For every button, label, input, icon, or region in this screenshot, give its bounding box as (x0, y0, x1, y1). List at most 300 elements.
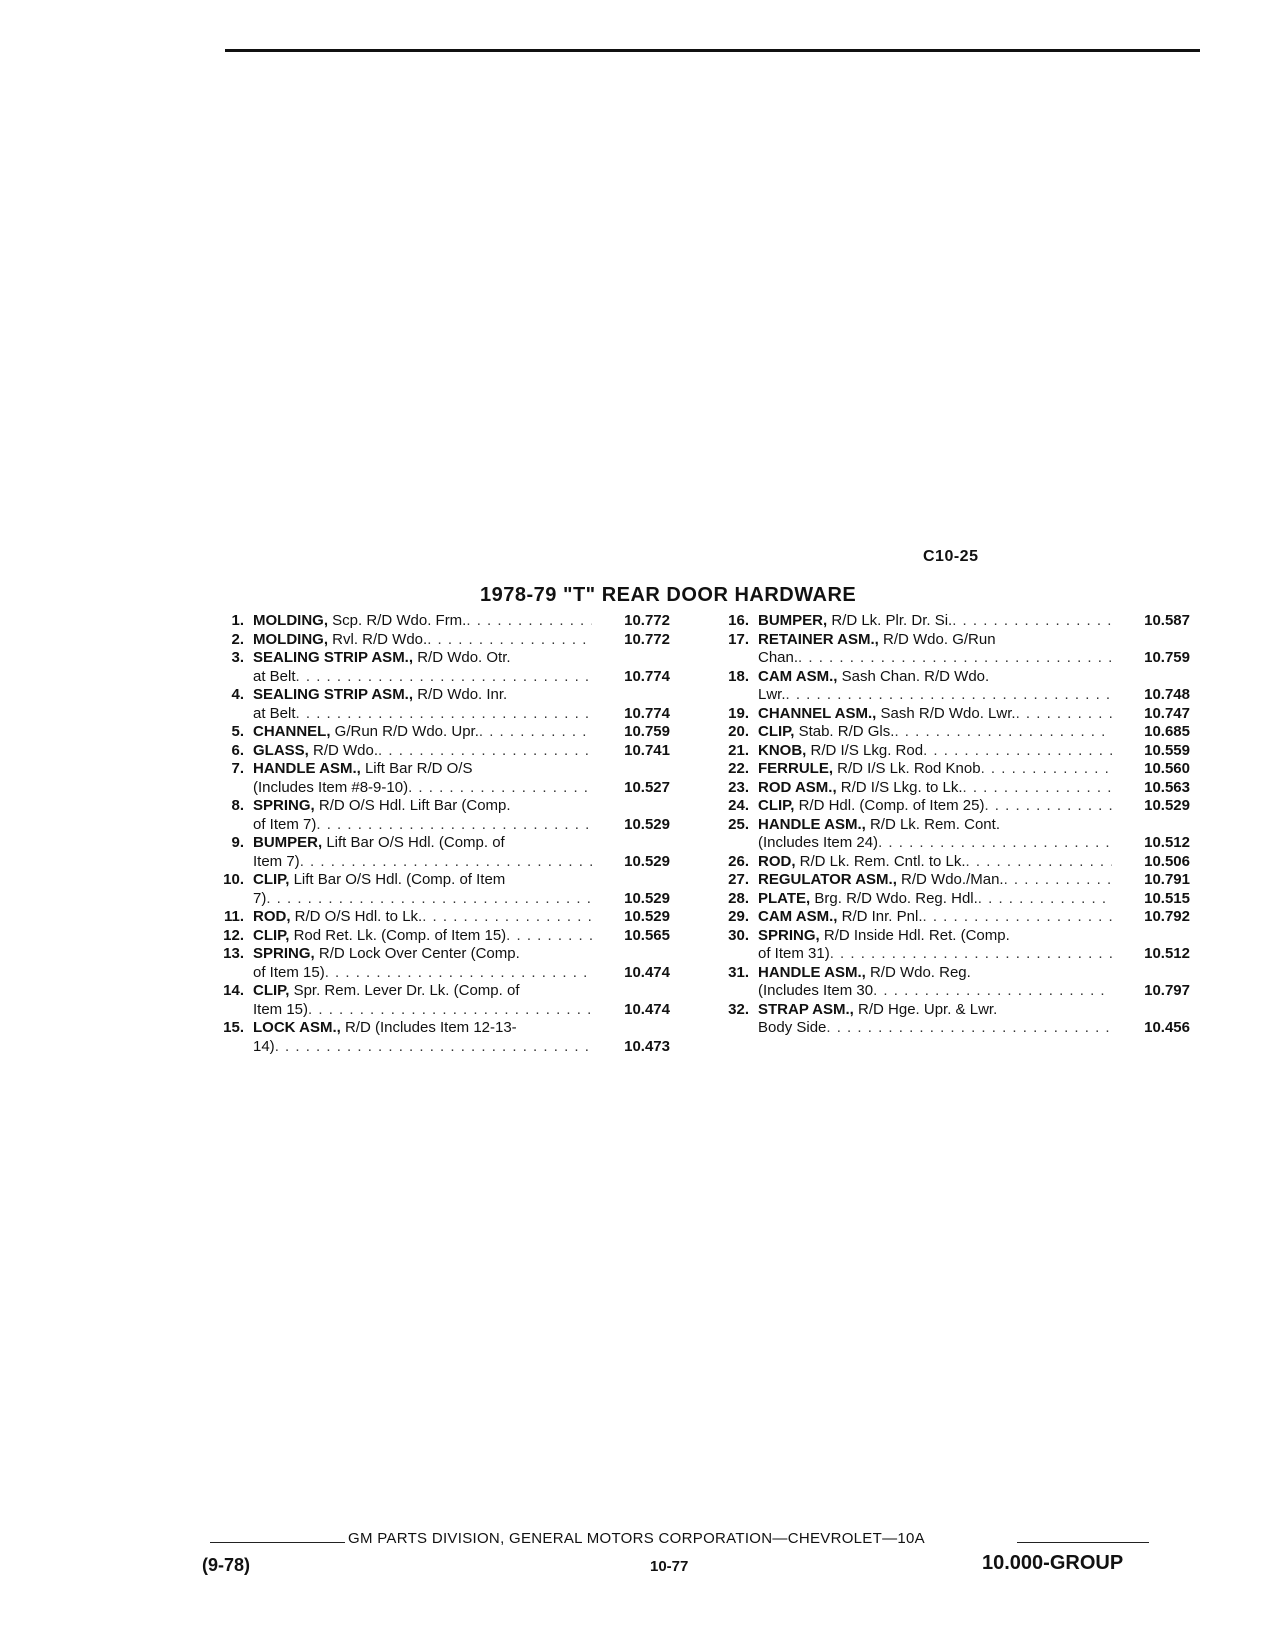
description-line (758, 964, 1190, 983)
part-detail: (Includes Item 24) (758, 834, 879, 851)
part-item (200, 982, 670, 1019)
part-name: MOLDING, (253, 630, 328, 648)
dot-leader (275, 1038, 592, 1057)
part-detail: R/D Lk. Rem. Cntl. to Lk. (795, 852, 966, 870)
description-line (758, 705, 1190, 724)
part-detail: 14) (253, 1037, 275, 1055)
group-code: 10.515 (1144, 889, 1190, 907)
part-item (200, 871, 670, 908)
item-description (253, 982, 670, 1019)
group-code: 10.792 (1144, 908, 1190, 925)
part-name: KNOB, (758, 741, 807, 759)
dot-leader (984, 797, 1112, 816)
part-detail: of Item 31) (758, 945, 830, 962)
item-number: 19. (728, 704, 749, 722)
part-detail: R/D I/S Lkg. Rod (806, 741, 924, 759)
item-description (758, 742, 1190, 761)
item-description (253, 612, 670, 631)
item-number: 20. (728, 723, 749, 740)
description-text (758, 964, 971, 983)
item-number: 7. (231, 760, 244, 777)
item-number: 6. (231, 741, 244, 759)
group-code: 10.563 (1144, 778, 1190, 796)
description-text (758, 927, 1010, 946)
part-detail: (Includes Item #8-9-10) (253, 778, 409, 796)
part-detail: Body Side (758, 1019, 827, 1036)
description-text (758, 797, 984, 816)
group-code: 10.529 (624, 908, 670, 925)
part-name: SEALING STRIP ASM., (253, 649, 414, 666)
part-item (200, 1019, 670, 1056)
part-name: FERRULE, (758, 760, 833, 777)
item-description (253, 760, 670, 797)
group-code: 10.587 (1144, 612, 1190, 629)
description-text (253, 982, 519, 1001)
part-name: ROD ASM., (758, 778, 837, 796)
description-line (253, 779, 670, 798)
part-item (200, 742, 670, 761)
dot-leader (422, 908, 592, 927)
group-code: 10.772 (624, 630, 670, 648)
dot-leader (427, 631, 592, 650)
description-line (253, 705, 670, 724)
part-name: MOLDING, (253, 612, 328, 629)
description-line (758, 649, 1190, 668)
dot-leader (873, 982, 1112, 1001)
dot-leader (479, 723, 592, 742)
description-text (253, 612, 466, 631)
item-description (253, 927, 670, 946)
part-detail: R/D Lock Over Center (Comp. (314, 945, 520, 962)
footer-corporation: GM PARTS DIVISION, GENERAL MOTORS CORPORATION—CHEVROLET—10A (348, 1530, 925, 1547)
group-code: 10.774 (624, 667, 670, 685)
dot-leader (978, 890, 1112, 909)
description-text (253, 779, 408, 798)
description-line (758, 797, 1190, 816)
part-item (705, 908, 1190, 927)
part-item (200, 927, 670, 946)
item-number: 25. (728, 815, 749, 833)
item-number: 29. (728, 908, 749, 925)
description-line (253, 649, 670, 668)
group-code: 10.772 (624, 612, 670, 629)
group-code: 10.565 (624, 926, 670, 944)
description-line (253, 834, 670, 853)
part-detail: Lwr. (758, 686, 786, 703)
description-line (253, 1038, 670, 1057)
description-line (253, 1019, 670, 1038)
description-text (758, 834, 878, 853)
description-text (253, 927, 506, 946)
part-name: CLIP, (758, 723, 795, 740)
description-line (253, 686, 670, 705)
item-number: 4. (231, 686, 244, 703)
part-detail: 7) (253, 889, 267, 907)
item-description (758, 797, 1190, 816)
part-item (200, 686, 670, 723)
item-number: 14. (223, 982, 244, 999)
item-number: 9. (231, 834, 244, 851)
item-number: 16. (728, 612, 749, 629)
group-code: 10.741 (624, 741, 670, 759)
group-code: 10.529 (624, 815, 670, 833)
part-item (200, 908, 670, 927)
item-number: 12. (223, 926, 244, 944)
dot-leader (894, 723, 1112, 742)
description-line (253, 927, 670, 946)
part-detail: Lift Bar O/S Hdl. (Comp. of Item (289, 871, 506, 888)
description-text (253, 834, 505, 853)
part-detail: R/D Lk. Plr. Dr. Si. (827, 612, 953, 629)
dot-leader (378, 742, 592, 761)
description-line (253, 890, 670, 909)
part-detail: R/D Hge. Upr. & Lwr. (853, 1000, 998, 1018)
dot-leader (300, 853, 592, 872)
group-code: 10.685 (1144, 723, 1190, 740)
group-code: 10.473 (624, 1037, 670, 1055)
description-line (253, 1001, 670, 1020)
item-description (253, 742, 670, 761)
part-name: SPRING, (253, 797, 315, 814)
item-number: 11. (223, 908, 244, 925)
part-detail: R/D Wdo. Reg. (865, 963, 971, 981)
description-line (253, 908, 670, 927)
part-name: BUMPER, (758, 612, 828, 629)
item-description (758, 723, 1190, 742)
item-number: 21. (728, 741, 749, 759)
dot-leader (830, 945, 1112, 964)
group-code: 10.474 (624, 963, 670, 981)
group-code: 10.506 (1144, 852, 1190, 870)
dot-leader (325, 964, 592, 983)
description-line (253, 982, 670, 1001)
dot-leader (923, 742, 1112, 761)
part-item (200, 945, 670, 982)
part-detail: of Item 15) (253, 963, 325, 981)
item-number: 31. (728, 963, 749, 981)
part-detail: R/D Wdo. Inr. (413, 686, 508, 703)
part-name: STRAP ASM., (758, 1000, 854, 1018)
item-number: 23. (728, 778, 749, 796)
part-item (705, 964, 1190, 1001)
description-line (253, 668, 670, 687)
part-name: CLIP, (253, 982, 290, 999)
description-text (253, 890, 266, 909)
part-detail: R/D I/S Lkg. to Lk. (836, 778, 963, 796)
part-detail: R/D I/S Lk. Rod Knob (833, 760, 981, 777)
description-text (253, 871, 505, 890)
dot-leader (798, 649, 1112, 668)
item-description (253, 834, 670, 871)
description-text (758, 816, 1000, 835)
description-line (758, 686, 1190, 705)
part-name: SEALING STRIP ASM., (253, 686, 414, 703)
group-code: 10.474 (624, 1000, 670, 1018)
part-item (705, 890, 1190, 909)
description-text (758, 779, 963, 798)
part-detail: R/D O/S Hdl. Lift Bar (Comp. (314, 797, 511, 814)
description-text (253, 760, 472, 779)
part-item (705, 816, 1190, 853)
description-text (758, 631, 996, 650)
part-item (705, 668, 1190, 705)
description-line (253, 945, 670, 964)
description-text (758, 723, 894, 742)
footer-group: 10.000-GROUP (982, 1552, 1124, 1574)
description-text (253, 668, 296, 687)
dot-leader (466, 612, 592, 631)
item-description (758, 908, 1190, 927)
part-item (705, 1001, 1190, 1038)
dot-leader (308, 1001, 592, 1020)
description-line (253, 612, 670, 631)
description-line (758, 834, 1190, 853)
part-detail: Sash Chan. R/D Wdo. (837, 667, 990, 685)
group-code: 10.529 (624, 889, 670, 907)
part-detail: at Belt (253, 704, 296, 722)
item-description (253, 945, 670, 982)
group-code: 10.559 (1144, 741, 1190, 759)
dot-leader (266, 890, 592, 909)
part-name: CAM ASM., (758, 908, 838, 925)
description-line (253, 816, 670, 835)
item-number: 28. (728, 889, 749, 907)
description-line (758, 631, 1190, 650)
item-number: 3. (231, 649, 244, 666)
page-title: 1978-79 "T" REAR DOOR HARDWARE (480, 584, 857, 606)
description-text (758, 742, 923, 761)
description-text (253, 1038, 275, 1057)
description-line (758, 742, 1190, 761)
description-text (253, 631, 427, 650)
part-detail: (Includes Item 30 (758, 982, 874, 999)
part-name: CLIP, (253, 926, 290, 944)
description-line (253, 631, 670, 650)
part-detail: Spr. Rem. Lever Dr. Lk. (Comp. of (289, 982, 520, 999)
part-detail: Item 15) (253, 1000, 309, 1018)
part-item (705, 631, 1190, 668)
dot-leader (952, 612, 1112, 631)
top-rule (225, 49, 1200, 52)
item-description (758, 760, 1190, 779)
item-description (758, 612, 1190, 631)
part-detail: Sash R/D Wdo. Lwr. (876, 704, 1016, 722)
parts-list-left (200, 612, 670, 1056)
part-detail: R/D Inside Hdl. Ret. (Comp. (819, 926, 1010, 944)
dot-leader (826, 1019, 1112, 1038)
part-detail: G/Run R/D Wdo. Upr. (330, 723, 479, 740)
description-text (758, 871, 1004, 890)
part-name: CHANNEL, (253, 723, 331, 740)
group-code: 10.774 (624, 704, 670, 722)
description-text (758, 612, 952, 631)
item-description (758, 1001, 1190, 1038)
description-line (758, 945, 1190, 964)
part-item (705, 760, 1190, 779)
dot-leader (408, 779, 592, 798)
item-number: 15. (223, 1019, 244, 1036)
description-line (758, 1001, 1190, 1020)
description-line (758, 871, 1190, 890)
item-description (758, 779, 1190, 798)
description-text (758, 945, 830, 964)
description-text (253, 1019, 517, 1038)
dot-leader (963, 779, 1112, 798)
part-item (705, 871, 1190, 890)
item-number: 24. (728, 797, 749, 814)
dot-leader (966, 853, 1112, 872)
item-number: 5. (231, 723, 244, 740)
description-text (758, 668, 989, 687)
description-text (758, 649, 798, 668)
group-code: 10.529 (624, 852, 670, 870)
item-description (758, 705, 1190, 724)
item-description (253, 649, 670, 686)
part-name: CHANNEL ASM., (758, 704, 877, 722)
description-line (758, 908, 1190, 927)
description-text (758, 686, 786, 705)
dot-leader (922, 908, 1112, 927)
dot-leader (1004, 871, 1112, 890)
part-name: HANDLE ASM., (758, 963, 866, 981)
group-code: 10.512 (1144, 834, 1190, 851)
item-description (758, 927, 1190, 964)
item-number: 27. (728, 871, 749, 888)
part-item (705, 853, 1190, 872)
item-number: 2. (231, 630, 244, 648)
part-detail: of Item 7) (253, 815, 317, 833)
part-detail: Rod Ret. Lk. (Comp. of Item 15) (289, 926, 507, 944)
part-item (705, 797, 1190, 816)
part-name: CLIP, (758, 797, 795, 814)
part-detail: Lift Bar O/S Hdl. (Comp. of (322, 834, 505, 851)
description-line (758, 760, 1190, 779)
part-item (200, 612, 670, 631)
description-text (758, 890, 978, 909)
item-description (758, 668, 1190, 705)
dot-leader (296, 705, 592, 724)
group-code: 10.797 (1144, 982, 1190, 999)
description-line (758, 816, 1190, 835)
item-description (758, 631, 1190, 668)
part-name: HANDLE ASM., (758, 815, 866, 833)
description-text (253, 649, 511, 668)
group-code: 10.791 (1144, 871, 1190, 888)
item-description (758, 890, 1190, 909)
description-text (253, 705, 296, 724)
part-name: SPRING, (253, 945, 315, 962)
description-line (253, 742, 670, 761)
part-name: ROD, (758, 852, 796, 870)
part-detail: Stab. R/D Gls. (794, 723, 895, 740)
description-text (253, 723, 479, 742)
item-number: 17. (728, 630, 749, 648)
description-text (758, 705, 1016, 724)
part-detail: R/D Wdo. (308, 741, 379, 759)
item-description (758, 853, 1190, 872)
description-text (253, 945, 520, 964)
group-code: 10.747 (1144, 704, 1190, 722)
footer-page-number: 10-77 (650, 1558, 689, 1575)
part-name: ROD, (253, 908, 291, 925)
part-item (200, 631, 670, 650)
description-line (253, 964, 670, 983)
group-code: 10.529 (1144, 797, 1190, 814)
item-number: 1. (231, 612, 244, 629)
group-code: 10.759 (624, 723, 670, 740)
part-detail: R/D Hdl. (Comp. of Item 25) (794, 797, 985, 814)
description-line (758, 927, 1190, 946)
dot-leader (1016, 705, 1112, 724)
dot-leader (981, 760, 1112, 779)
part-item (705, 742, 1190, 761)
part-detail: at Belt (253, 667, 296, 685)
part-name: CAM ASM., (758, 667, 838, 685)
part-item (705, 779, 1190, 798)
description-line (758, 853, 1190, 872)
description-text (253, 1001, 308, 1020)
description-text (253, 686, 507, 705)
footer-rule-left (210, 1542, 345, 1543)
part-item (705, 723, 1190, 742)
part-detail: Lift Bar R/D O/S (360, 760, 473, 777)
part-detail: R/D Wdo. Otr. (413, 649, 511, 666)
part-detail: Rvl. R/D Wdo. (328, 630, 428, 648)
part-name: GLASS, (253, 741, 309, 759)
description-text (758, 853, 966, 872)
dot-leader (878, 834, 1112, 853)
description-line (758, 612, 1190, 631)
item-description (758, 964, 1190, 1001)
part-detail: R/D Inr. Pnl. (837, 908, 923, 925)
part-item (705, 927, 1190, 964)
group-code: 10.560 (1144, 760, 1190, 777)
item-number: 30. (728, 926, 749, 944)
item-number: 10. (223, 871, 244, 888)
description-text (253, 816, 316, 835)
item-number: 8. (231, 797, 244, 814)
description-line (758, 668, 1190, 687)
description-line (253, 760, 670, 779)
part-name: HANDLE ASM., (253, 760, 361, 777)
part-item (200, 797, 670, 834)
part-item (200, 723, 670, 742)
part-name: LOCK ASM., (253, 1019, 341, 1036)
footer-date: (9-78) (202, 1555, 251, 1575)
description-line (253, 723, 670, 742)
dot-leader (786, 686, 1112, 705)
group-code: 10.512 (1144, 945, 1190, 962)
dot-leader (296, 668, 592, 687)
part-name: PLATE, (758, 889, 811, 907)
part-item (705, 612, 1190, 631)
item-description (758, 816, 1190, 853)
part-detail: Item 7) (253, 852, 300, 870)
description-line (758, 723, 1190, 742)
description-text (253, 908, 422, 927)
group-code: 10.527 (624, 778, 670, 796)
footer-rule-right (1017, 1542, 1149, 1543)
item-description (253, 723, 670, 742)
description-line (758, 779, 1190, 798)
item-description (253, 686, 670, 723)
page-code: C10-25 (923, 548, 979, 565)
part-name: CLIP, (253, 871, 290, 888)
item-number: 32. (728, 1000, 749, 1018)
item-number: 22. (728, 760, 749, 777)
part-item (200, 649, 670, 686)
item-number: 18. (728, 667, 749, 685)
